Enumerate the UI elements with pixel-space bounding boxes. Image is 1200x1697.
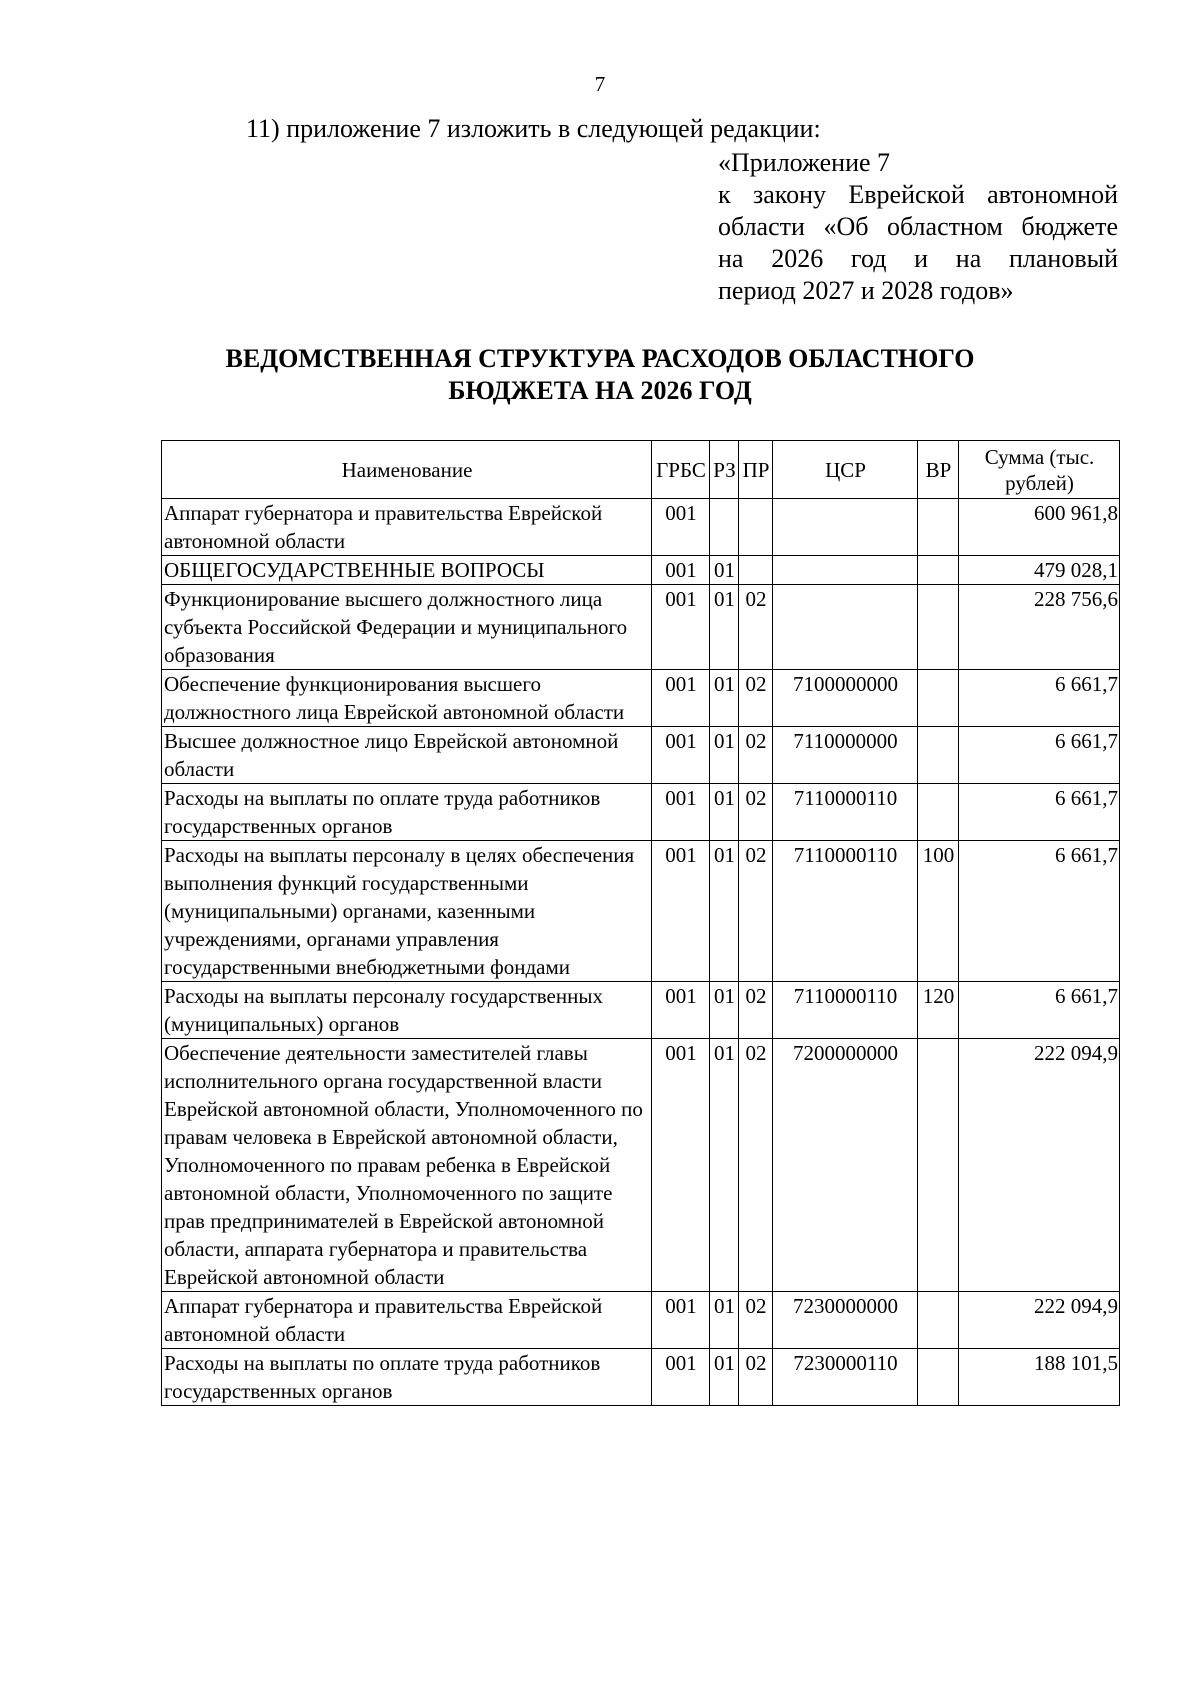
table-row bbox=[162, 585, 1120, 670]
cell-csr: 7200000000 bbox=[773, 1039, 918, 1292]
cell-csr: 7230000110 bbox=[773, 1349, 918, 1406]
table-body bbox=[162, 499, 1120, 1406]
cell-pr: 02 bbox=[739, 585, 773, 670]
cell-pr: 02 bbox=[739, 1039, 773, 1292]
cell-sum: 600 961,8 bbox=[959, 499, 1120, 556]
cell-vr: 100 bbox=[918, 841, 959, 982]
appendix-line: к закону Еврейской автономной bbox=[718, 180, 1118, 209]
cell-sum: 6 661,7 bbox=[959, 784, 1120, 841]
cell-csr: 7110000110 bbox=[773, 841, 918, 982]
table-row bbox=[162, 982, 1120, 1039]
appendix-line: период 2027 и 2028 годов» bbox=[718, 276, 1014, 305]
intro-instruction: 11) приложение 7 изложить в следующей редакции: bbox=[246, 114, 821, 143]
cell-rz: 01 bbox=[710, 982, 739, 1039]
cell-rz bbox=[710, 499, 739, 556]
cell-rz: 01 bbox=[710, 727, 739, 784]
table-row bbox=[162, 1349, 1120, 1406]
cell-sum: 188 101,5 bbox=[959, 1349, 1120, 1406]
page-number: 7 bbox=[594, 72, 606, 96]
cell-name: Аппарат губернатора и правительства Еврейской автономной области bbox=[162, 499, 652, 556]
cell-grbs: 001 bbox=[652, 556, 710, 585]
cell-pr bbox=[739, 499, 773, 556]
cell-sum: 6 661,7 bbox=[959, 982, 1120, 1039]
cell-name: Функционирование высшего должностного лица субъекта Российской Федерации и муниципального образования bbox=[162, 585, 652, 670]
cell-vr bbox=[918, 499, 959, 556]
table-row bbox=[162, 784, 1120, 841]
cell-name: Обеспечение функционирования высшего должностного лица Еврейской автономной области bbox=[162, 670, 652, 727]
table-row bbox=[162, 670, 1120, 727]
cell-csr: 7110000000 bbox=[773, 727, 918, 784]
cell-name: Расходы на выплаты по оплате труда работников государственных органов bbox=[162, 1349, 652, 1406]
cell-grbs: 001 bbox=[652, 841, 710, 982]
cell-pr bbox=[739, 556, 773, 585]
cell-grbs: 001 bbox=[652, 1039, 710, 1292]
cell-name: Расходы на выплаты персоналу в целях обеспечения выполнения функций государственными (муниципальными) органами, казенными учреждениями, органами управления государственными внебюджетными фондами bbox=[162, 841, 652, 982]
cell-rz: 01 bbox=[710, 1039, 739, 1292]
cell-rz: 01 bbox=[710, 585, 739, 670]
cell-csr: 7230000000 bbox=[773, 1292, 918, 1349]
table-row bbox=[162, 556, 1120, 585]
cell-csr: 7110000110 bbox=[773, 784, 918, 841]
cell-name: Обеспечение деятельности заместителей главы исполнительного органа государственной власти Еврейской автономной области, Уполномоченного по правам человека в Еврейской автономной области, Уполномоченного по правам ребенка в Еврейской автономной области, Уполномоченного по защите прав предпринимателей в Еврейской автономной области, аппарата губернатора и правительства Еврейской автономной области bbox=[162, 1039, 652, 1292]
cell-name: ОБЩЕГОСУДАРСТВЕННЫЕ ВОПРОСЫ bbox=[162, 556, 652, 585]
cell-sum: 6 661,7 bbox=[959, 727, 1120, 784]
cell-name: Расходы на выплаты персоналу государственных (муниципальных) органов bbox=[162, 982, 652, 1039]
header-rz: РЗ bbox=[710, 441, 739, 499]
cell-grbs: 001 bbox=[652, 727, 710, 784]
header-csr: ЦСР bbox=[773, 441, 918, 499]
table-row bbox=[162, 499, 1120, 556]
cell-sum: 228 756,6 bbox=[959, 585, 1120, 670]
cell-vr bbox=[918, 585, 959, 670]
table-row bbox=[162, 727, 1120, 784]
cell-grbs: 001 bbox=[652, 670, 710, 727]
cell-grbs: 001 bbox=[652, 982, 710, 1039]
cell-pr: 02 bbox=[739, 1349, 773, 1406]
cell-name: Высшее должностное лицо Еврейской автономной области bbox=[162, 727, 652, 784]
cell-csr: 7100000000 bbox=[773, 670, 918, 727]
cell-pr: 02 bbox=[739, 784, 773, 841]
cell-csr bbox=[773, 585, 918, 670]
cell-grbs: 001 bbox=[652, 784, 710, 841]
table-row bbox=[162, 1039, 1120, 1292]
cell-vr bbox=[918, 784, 959, 841]
header-name: Наименование bbox=[162, 441, 652, 499]
header-sum-label: Сумма (тыс. рублей) bbox=[984, 444, 1095, 495]
appendix-line: на 2026 год и на плановый bbox=[718, 244, 1118, 273]
cell-vr bbox=[918, 556, 959, 585]
cell-vr bbox=[918, 670, 959, 727]
cell-rz: 01 bbox=[710, 1292, 739, 1349]
cell-name: Аппарат губернатора и правительства Еврейской автономной области bbox=[162, 1292, 652, 1349]
cell-vr bbox=[918, 1292, 959, 1349]
cell-rz: 01 bbox=[710, 841, 739, 982]
cell-vr bbox=[918, 1349, 959, 1406]
table-row bbox=[162, 841, 1120, 982]
cell-sum: 6 661,7 bbox=[959, 841, 1120, 982]
appendix-line: области «Об областном бюджете bbox=[718, 212, 1118, 241]
cell-grbs: 001 bbox=[652, 1292, 710, 1349]
cell-grbs: 001 bbox=[652, 1349, 710, 1406]
cell-pr: 02 bbox=[739, 841, 773, 982]
cell-vr bbox=[918, 1039, 959, 1292]
cell-rz: 01 bbox=[710, 670, 739, 727]
cell-rz: 01 bbox=[710, 784, 739, 841]
document-title bbox=[150, 343, 1050, 407]
cell-sum: 222 094,9 bbox=[959, 1039, 1120, 1292]
cell-grbs: 001 bbox=[652, 499, 710, 556]
cell-sum: 6 661,7 bbox=[959, 670, 1120, 727]
cell-name: Расходы на выплаты по оплате труда работников государственных органов bbox=[162, 784, 652, 841]
cell-rz: 01 bbox=[710, 1349, 739, 1406]
cell-rz: 01 bbox=[710, 556, 739, 585]
appendix-reference bbox=[718, 147, 1118, 307]
cell-csr: 7110000110 bbox=[773, 982, 918, 1039]
budget-table bbox=[161, 440, 1120, 1406]
cell-pr: 02 bbox=[739, 982, 773, 1039]
cell-pr: 02 bbox=[739, 727, 773, 784]
table-row bbox=[162, 1292, 1120, 1349]
cell-csr bbox=[773, 556, 918, 585]
cell-grbs: 001 bbox=[652, 585, 710, 670]
table-header-row bbox=[162, 441, 1120, 499]
appendix-line: «Приложение 7 bbox=[718, 148, 891, 177]
header-pr: ПР bbox=[739, 441, 773, 499]
cell-csr bbox=[773, 499, 918, 556]
header-grbs: ГРБС bbox=[652, 441, 710, 499]
cell-pr: 02 bbox=[739, 670, 773, 727]
header-sum bbox=[959, 441, 1120, 499]
title-line: ВЕДОМСТВЕННАЯ СТРУКТУРА РАСХОДОВ ОБЛАСТНОГО bbox=[225, 344, 975, 373]
cell-vr bbox=[918, 727, 959, 784]
cell-pr: 02 bbox=[739, 1292, 773, 1349]
title-line: БЮДЖЕТА НА 2026 ГОД bbox=[448, 376, 752, 405]
header-vr: ВР bbox=[918, 441, 959, 499]
cell-sum: 479 028,1 bbox=[959, 556, 1120, 585]
cell-sum: 222 094,9 bbox=[959, 1292, 1120, 1349]
cell-vr: 120 bbox=[918, 982, 959, 1039]
